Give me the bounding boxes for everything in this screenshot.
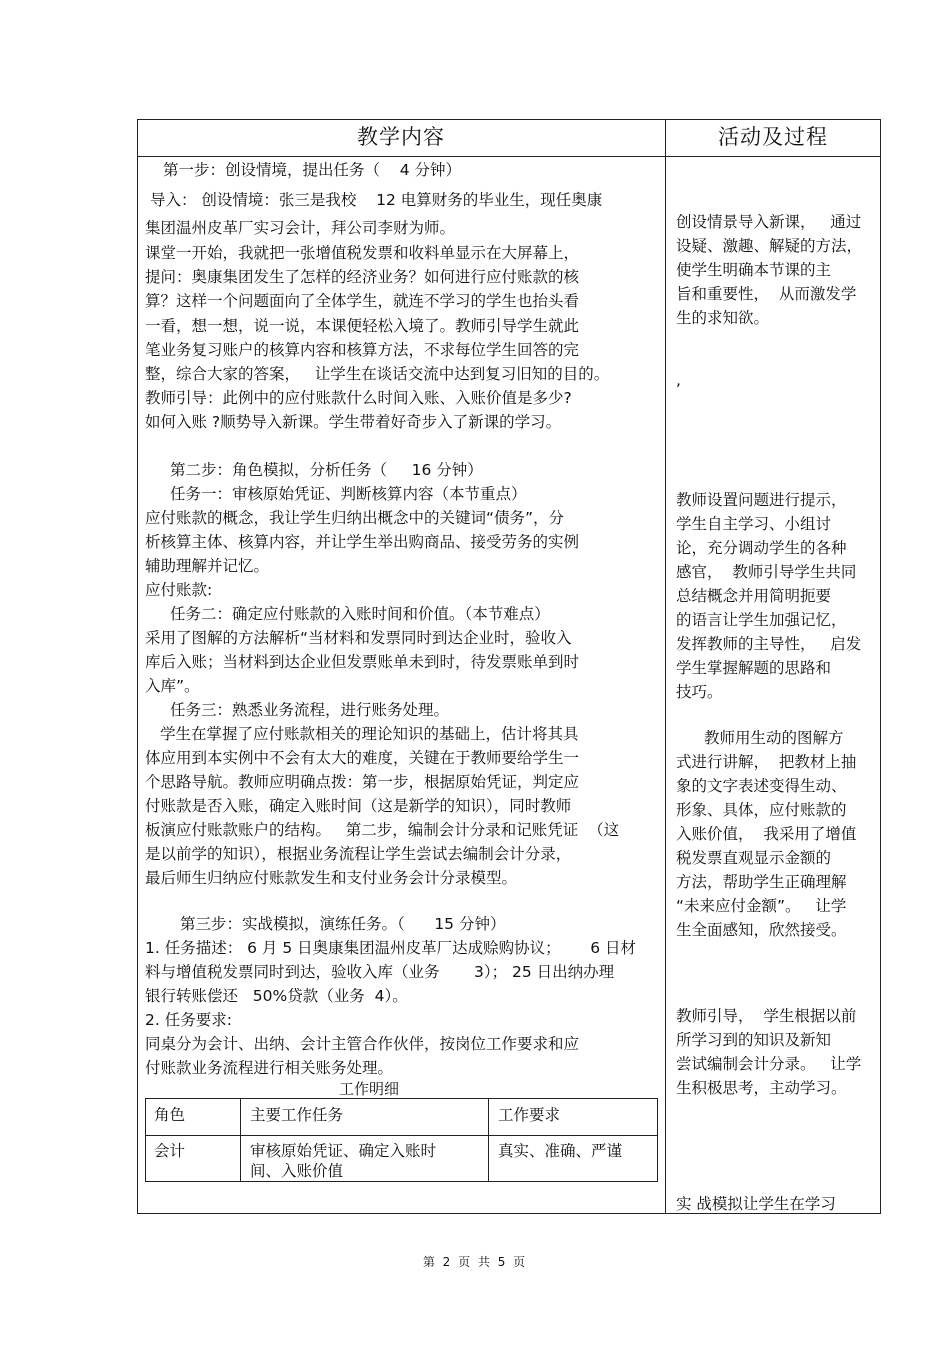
activity-line: 生积极思考，主动学习。 bbox=[676, 1079, 847, 1097]
table-cell: 会计 bbox=[154, 1142, 186, 1160]
content-line: 银行转账偿还 50%贷款（业务 4）。 bbox=[145, 987, 408, 1005]
activity-line: 总结概念并用简明扼要 bbox=[676, 587, 832, 605]
activity-line: 设疑、激趣、解疑的方法， bbox=[676, 237, 863, 255]
content-line: 整，综合大家的答案， 让学生在谈话交流中达到复习旧知的目的。 bbox=[145, 365, 610, 383]
work-table-caption: 工作明细 bbox=[339, 1080, 400, 1098]
content-line: 任务二：确定应付账款的入账时间和价值。（本节难点） bbox=[170, 605, 550, 623]
activity-line: 入账价值， 我采用了增值 bbox=[676, 825, 857, 843]
content-line: 笔业务复习账户的核算内容和核算方法，不求每位学生回答的完 bbox=[145, 341, 580, 359]
activity-line: 式进行讲解， 把教材上抽 bbox=[676, 753, 857, 771]
activity-line: 学生掌握解题的思路和 bbox=[676, 659, 832, 677]
content-line: 同桌分为会计、出纳、会计主管合作伙伴，按岗位工作要求和应 bbox=[145, 1035, 580, 1053]
content-line: 提问：奥康集团发生了怎样的经济业务？如何进行应付账款的核 bbox=[145, 268, 580, 286]
content-line: 第三步：实战模拟，演练任务。（ 15 分钟） bbox=[180, 915, 506, 933]
content-line: 辅助理解并记忆。 bbox=[145, 557, 270, 575]
content-line: 课堂一开始，我就把一张增值税发票和收料单显示在大屏幕上， bbox=[145, 244, 580, 262]
table-cell: 真实、准确、严谨 bbox=[498, 1142, 623, 1160]
content-line: 算？这样一个问题面向了全体学生，就连不学习的学生也抬头看 bbox=[145, 292, 580, 310]
activity-line: 学生自主学习、小组讨 bbox=[676, 515, 832, 533]
content-line: 任务一：审核原始凭证、判断核算内容（本节重点） bbox=[170, 485, 527, 503]
activity-line: 感官， 教师引导学生共同 bbox=[676, 563, 857, 581]
content-line: 最后师生归纳应付账款发生和支付业务会计分录模型。 bbox=[145, 869, 518, 887]
table-col-divider bbox=[488, 1099, 489, 1181]
content-line: 是以前学的知识），根据业务流程让学生尝试去编制会计分录， bbox=[145, 845, 572, 863]
content-line: 第二步：角色模拟，分析任务（ 16 分钟） bbox=[170, 461, 483, 479]
activity-line: 尝试编制会计分录。 让学 bbox=[676, 1055, 862, 1073]
content-line: 付账款业务流程进行相关账务处理。 bbox=[145, 1059, 394, 1077]
activity-line: 象的文字表述变得生动、 bbox=[676, 777, 847, 795]
activity-line: 形象、具体，应付账款的 bbox=[676, 801, 847, 819]
table-col-divider bbox=[240, 1099, 241, 1181]
header-teaching-content: 教学内容 bbox=[357, 125, 445, 149]
content-line: 个思路导航。教师应明确点拨：第一步，根据原始凭证，判定应 bbox=[145, 773, 580, 791]
activity-line: 旨和重要性， 从而激发学 bbox=[676, 285, 857, 303]
content-line: 教师引导：此例中的应付账款什么时间入账、入账价值是多少? bbox=[145, 389, 572, 407]
activity-line: 的语言让学生加强记忆， bbox=[676, 611, 847, 629]
content-line: 采用了图解的方法解析“当材料和发票同时到达企业时，验收入 bbox=[145, 629, 572, 647]
content-line: 集团温州皮革厂实习会计，拜公司李财为师。 bbox=[145, 219, 456, 237]
content-line: 2. 任务要求: bbox=[145, 1011, 232, 1029]
activity-line: 创设情景导入新课， 通过 bbox=[676, 213, 862, 231]
content-line: 如何入账 ?顺势导入新课。学生带着好奇步入了新课的学习。 bbox=[145, 413, 562, 431]
work-detail-table bbox=[145, 1098, 658, 1182]
header-activities: 活动及过程 bbox=[718, 125, 828, 149]
activity-line: “未来应付金额”。 让学 bbox=[676, 897, 847, 915]
content-line: 析核算主体、核算内容，并让学生举出购商品、接受劳务的实例 bbox=[145, 533, 580, 551]
content-line: 库后入账；当材料到达企业但发票账单未到时，待发票账单到时 bbox=[145, 653, 580, 671]
activity-line: 使学生明确本节课的主 bbox=[676, 261, 832, 279]
activity-line: 技巧。 bbox=[676, 683, 723, 701]
activity-line: 所学习到的知识及新知 bbox=[676, 1031, 832, 1049]
page-footer: 第 2 页 共 5 页 bbox=[422, 1255, 528, 1269]
column-divider bbox=[665, 119, 666, 1214]
content-line: 体应用到本实例中不会有太大的难度，关键在于教师要给学生一 bbox=[145, 749, 580, 767]
content-line: 入库”。 bbox=[145, 677, 200, 695]
content-line: 第一步：创设情境，提出任务（ 4 分钟） bbox=[163, 161, 461, 179]
activity-line: 生全面感知，欣然接受。 bbox=[676, 921, 847, 939]
activity-line: 教师用生动的图解方 bbox=[704, 729, 844, 747]
table-row-divider bbox=[146, 1135, 657, 1136]
content-line: 一看，想一想，说一说，本课便轻松入境了。教师引导学生就此 bbox=[145, 317, 580, 335]
activity-line: 方法，帮助学生正确理解 bbox=[676, 873, 847, 891]
content-line: 导入： 创设情境：张三是我校 12 电算财务的毕业生，现任奥康 bbox=[150, 191, 603, 209]
activity-line: , bbox=[676, 371, 681, 389]
table-header-cell: 工作要求 bbox=[498, 1106, 561, 1124]
header-divider bbox=[137, 156, 881, 157]
content-line: 付账款是否入账，确定入账时间（这是新学的知识），同时教师 bbox=[145, 797, 572, 815]
activity-line: 实 战模拟让学生在学习 bbox=[676, 1195, 836, 1213]
activity-line: 教师引导， 学生根据以前 bbox=[676, 1007, 857, 1025]
content-line: 学生在掌握了应付账款相关的理论知识的基础上，估计将其具 bbox=[160, 725, 579, 743]
content-line: 1. 任务描述： 6 月 5 日奥康集团温州皮革厂达成赊购协议； 6 日材 bbox=[145, 939, 636, 957]
table-cell: 审核原始凭证、确定入账时 bbox=[250, 1142, 437, 1160]
activity-line: 生的求知欲。 bbox=[676, 309, 770, 327]
activity-line: 教师设置问题进行提示， bbox=[676, 491, 847, 509]
content-line: 板演应付账款账户的结构。 第二步，编制会计分录和记账凭证 （这 bbox=[145, 821, 620, 839]
activity-line: 发挥教师的主导性， 启发 bbox=[676, 635, 862, 653]
table-header-cell: 角色 bbox=[154, 1106, 186, 1124]
table-header-cell: 主要工作任务 bbox=[250, 1106, 344, 1124]
table-cell: 间、入账价值 bbox=[250, 1162, 344, 1180]
activity-line: 税发票直观显示金额的 bbox=[676, 849, 832, 867]
content-line: 应付账款的概念，我让学生归纳出概念中的关键词“债务”，分 bbox=[145, 509, 565, 527]
content-line: 任务三：熟悉业务流程，进行账务处理。 bbox=[170, 701, 450, 719]
activity-line: 论，充分调动学生的各种 bbox=[676, 539, 847, 557]
content-line: 应付账款: bbox=[145, 581, 213, 599]
content-line: 料与增值税发票同时到达，验收入库（业务 3）； 25 日出纳办理 bbox=[145, 963, 615, 981]
